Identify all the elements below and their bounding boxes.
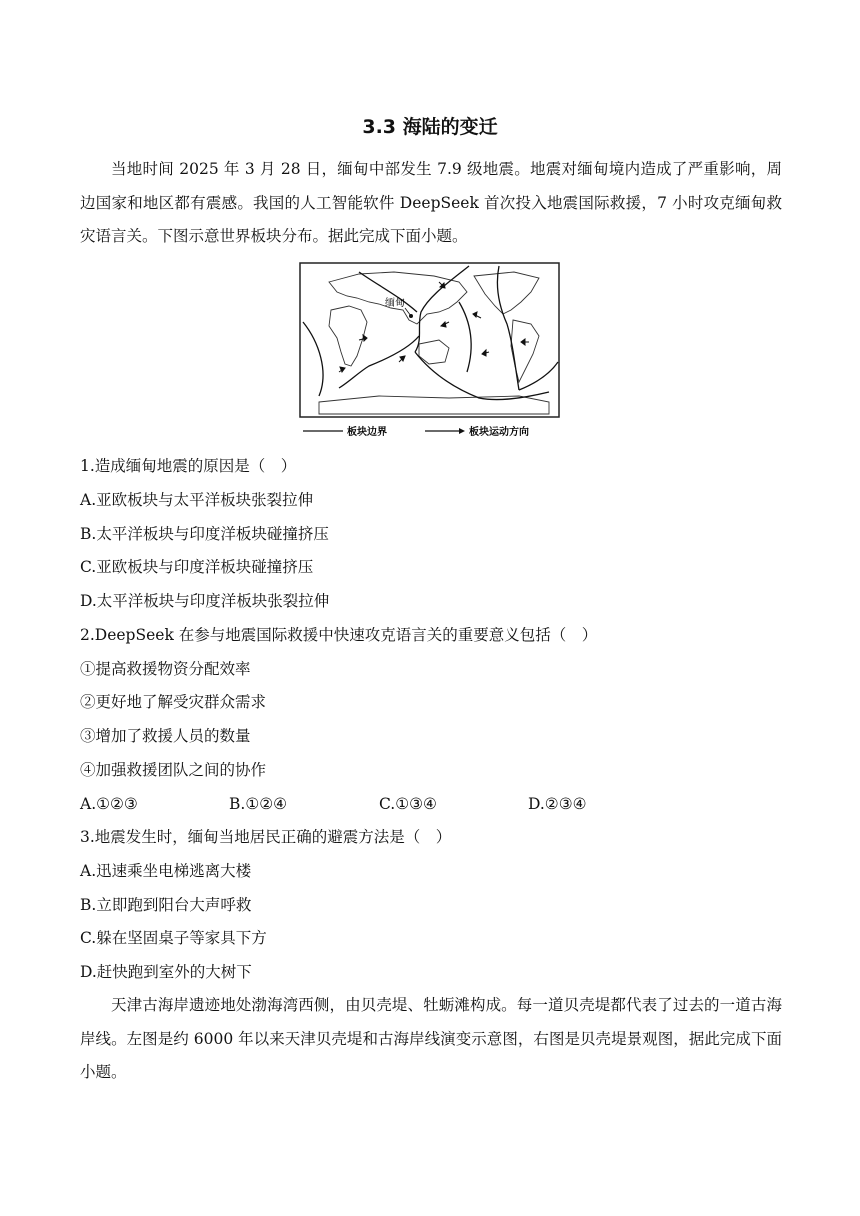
question-3-option-a: A.迅速乘坐电梯逃离大楼: [80, 862, 252, 880]
question-1-option-a: A.亚欧板块与太平洋板块张裂拉伸: [80, 491, 314, 509]
legend-arrow-icon: [459, 428, 465, 434]
question-2-option-b: B.①②④: [229, 795, 288, 813]
legend-boundary-label: 板块边界: [347, 427, 387, 438]
world-plate-map: [299, 262, 560, 442]
plate-map-figure: [299, 262, 560, 442]
question-1-option-d: D.太平洋板块与印度洋板块张裂拉伸: [80, 592, 330, 610]
question-2-item-2: ②更好地了解受灾群众需求: [80, 693, 267, 711]
question-1-stem: 1.造成缅甸地震的原因是（ ）: [80, 457, 297, 475]
intro-paragraph-2: 天津古海岸遗迹地处渤海湾西侧，由贝壳堤、牡蛎滩构成。每一道贝壳堤都代表了过去的一道古海岸线。左图是约 6000 年以来天津贝壳堤和古海岸线演变示意图，右图是贝壳堤景观图，据此完成下面小题。: [80, 996, 782, 1081]
question-1-option-b: B.太平洋板块与印度洋板块碰撞挤压: [80, 525, 329, 543]
myanmar-label: 缅甸: [385, 298, 405, 309]
question-3-option-c: C.躲在坚固桌子等家具下方: [80, 929, 267, 947]
question-3-option-b: B.立即跑到阳台大声呼救: [80, 896, 252, 914]
question-2-item-3: ③增加了救援人员的数量: [80, 727, 251, 745]
question-2-stem: 2.DeepSeek 在参与地震国际救援中快速攻克语言关的重要意义包括（ ）: [80, 626, 598, 644]
question-2-item-1: ①提高救援物资分配效率: [80, 660, 251, 678]
question-2-option-d: D.②③④: [528, 795, 587, 813]
question-2-option-a: A.①②③: [80, 795, 138, 813]
question-2-option-c: C.①③④: [379, 795, 437, 813]
question-2-item-4: ④加强救援团队之间的协作: [80, 761, 267, 779]
legend-direction-label: 板块运动方向: [469, 427, 529, 438]
page-title: 3.3 海陆的变迁: [362, 116, 498, 138]
intro-paragraph-1: 当地时间 2025 年 3 月 28 日，缅甸中部发生 7.9 级地震。地震对缅甸境内造成了严重影响，周边国家和地区都有震感。我国的人工智能软件 DeepSeek 首次投入地震国际救援，7 小时攻克缅甸救灾语言关。下图示意世界板块分布。据此完成下面小题。: [80, 160, 782, 245]
question-3-option-d: D.赶快跑到室外的大树下: [80, 963, 252, 981]
question-1-option-c: C.亚欧板块与印度洋板块碰撞挤压: [80, 558, 314, 576]
question-3-stem: 3.地震发生时，缅甸当地居民正确的避震方法是（ ）: [80, 828, 452, 846]
